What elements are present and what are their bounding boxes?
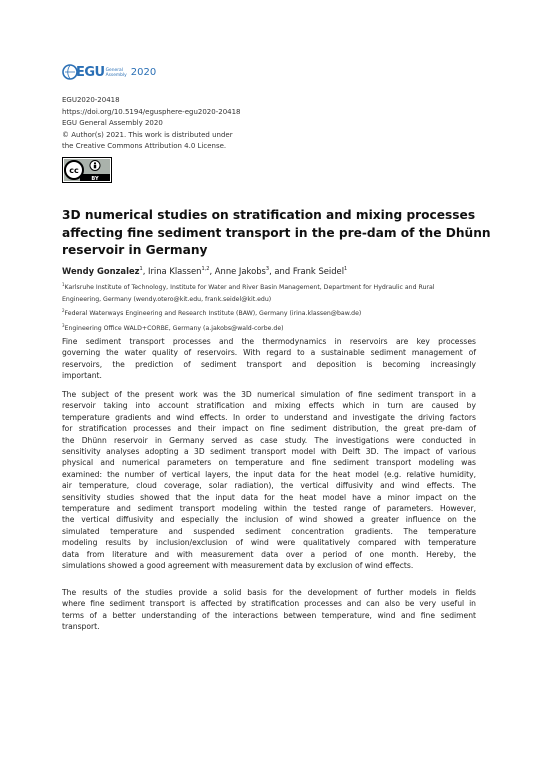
text-line: sensitivity analyses adopting a 3D sediment transport model with Delft 3D. The impact of various (62, 447, 476, 457)
egu-logo (62, 62, 156, 82)
cc-by-license-badge[interactable] (62, 157, 112, 183)
text-line: sensitivity studies showed that the input data for the heat model have a minor impact on the (62, 492, 476, 502)
affiliation-text: Federal Waterways Engineering and Research Institute (BAW), Germany (irina.klassen@baw.de) (64, 310, 362, 318)
affiliation-mark: 2 (62, 308, 65, 314)
logo-sub2: Assembly (105, 73, 127, 78)
author-affiliation-mark: 3 (265, 266, 270, 273)
author-affiliation-mark: 1 (139, 266, 143, 273)
text-line: temperature and sediment transport modeling within the tested range of parameters. However, (62, 504, 476, 514)
doi-link[interactable]: https://doi.org/10.5194/egusphere-egu2020-20418 (62, 107, 241, 116)
author-affiliation-mark: 1,2 (201, 266, 210, 273)
affiliation-line (62, 305, 482, 320)
text-line: the vertical diffusivity and especially the inclusion of wind showed a greater influence on the (62, 515, 476, 525)
abstract-paragraph-3 (62, 587, 476, 633)
text-line: where fine sediment transport is affected by stratification processes and can also be very useful in (62, 599, 476, 609)
conference-name: EGU General Assembly 2020 (62, 119, 163, 128)
abstract-id: EGU2020-20418 (62, 96, 120, 104)
text-line: simulated temperature and suspended sediment concentration gradients. The temperature (62, 526, 476, 536)
text-line: for stratification processes and their impact on fine sediment distribution, the great pre-dam of (62, 424, 476, 434)
paper-title (62, 207, 491, 260)
affiliation-mark: 1 (62, 282, 65, 287)
affiliation-mark: 3 (62, 322, 65, 328)
text-line: air temperature, cloud coverage, solar radiation), the vertical diffusivity and wind effects. The (62, 481, 476, 491)
by-text: BY (91, 176, 99, 182)
text-line: examined: the number of vertical layers, the input data for the heat model (e.g. relative humidity, (62, 469, 476, 479)
affiliation-text: Engineering, Germany (wendy.otero@kit.edu, frank.seidel@kit.edu) (62, 295, 272, 303)
title-line: affecting fine sediment transport in the pre-dam of the Dhünn (62, 225, 491, 240)
text-line: data from literature and with measurement data over a period of one month. Hereby, the (62, 549, 476, 559)
affiliation-line (62, 294, 482, 306)
affiliation-text: Engineering Office WALD+CORBE, Germany (a.jakobs@wald-corbe.de) (64, 324, 284, 332)
author-name: , and Frank Seidel (269, 266, 345, 276)
affiliation-line (62, 279, 482, 294)
text-line: terms of a better understanding of the interactions between temperature, wind and fine sediment (62, 610, 476, 620)
affiliation-line (62, 320, 482, 335)
affiliation-text: Karlsruhe Institute of Technology, Institute for Water and River Basin Management, Department for Hydraulic and Rural (64, 284, 435, 292)
abstract-paragraph-2 (62, 389, 476, 572)
citation-meta (62, 95, 362, 153)
affiliations (62, 279, 482, 334)
author-affiliation-mark: 1 (344, 266, 348, 273)
logo-subtitle (106, 68, 127, 78)
logo-sub1: General (105, 68, 123, 73)
author-name: , Anne Jakobs (209, 266, 266, 276)
text-line: governing the water quality of reservoirs. With regard to a sustainable sediment management of (62, 348, 476, 358)
text-line: important. (62, 371, 102, 381)
author-name: Wendy Gonzalez (62, 266, 140, 276)
title-line: 3D numerical studies on stratification and mixing processes (62, 208, 476, 222)
author-list (62, 266, 347, 276)
abstract-paragraph-1 (62, 336, 476, 382)
text-line: reservoir taking into account stratification and mixing effects which in turn are caused by (62, 401, 476, 411)
copyright-line: © Author(s) 2021. This work is distributed under (62, 130, 233, 139)
text-line: The subject of the present work was the 3D numerical simulation of fine sediment transport in a (62, 390, 476, 399)
license-line: the Creative Commons Attribution 4.0 License. (62, 142, 227, 151)
text-line: modeling results by inclusion/exclusion of wind were qualitatively compared with temperature (62, 538, 476, 548)
text-line: The results of the studies provide a solid basis for the development of further models in fields (62, 588, 476, 597)
text-line: reservoirs, the prediction of sediment transport and deposition is becoming increasingly (62, 359, 476, 369)
text-line: temperature gradients and wind effects. In order to understand and investigate the driving factors (62, 412, 476, 422)
logo-brand: EGU (76, 64, 105, 80)
cc-text: cc (69, 166, 79, 175)
text-line: physical and numerical parameters on temperature and fine sediment transport modeling was (62, 458, 476, 468)
title-line: reservoir in Germany (62, 243, 208, 257)
text-line: the Dhünn reservoir in Germany served as case study. The investigations were conducted in (62, 435, 476, 445)
logo-year: 2020 (130, 66, 157, 78)
text-line: simulations showed a good agreement with measurement data by exclusion of wind effects. (62, 561, 414, 571)
text-line: transport. (62, 622, 100, 632)
text-line: Fine sediment transport processes and the thermodynamics in reservoirs are key processes (62, 337, 476, 346)
author-name: , Irina Klassen (142, 266, 202, 276)
